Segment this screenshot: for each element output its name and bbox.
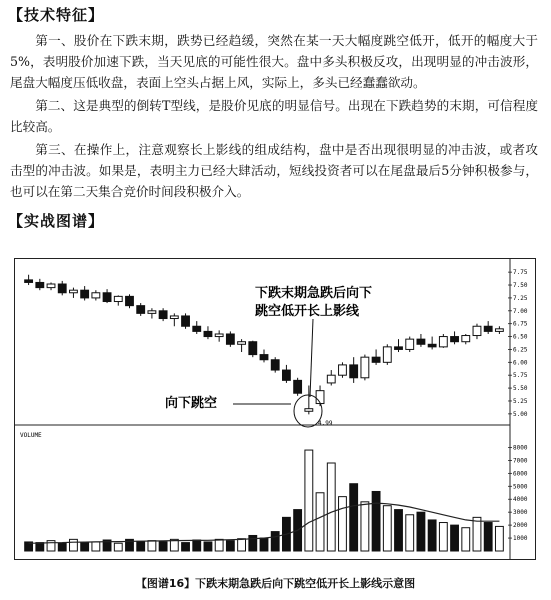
- stock-chart: [14, 258, 536, 560]
- section-title-practice: 【实战图谱】: [8, 212, 105, 230]
- candle-body: [170, 316, 178, 319]
- volume-bar: [395, 510, 403, 551]
- paragraph-1: 第一、股价在下跌末期，跌势已经趋缓，突然在某一天大幅度跳空低开，低开的幅度大于5%，表明股价加速下跌，当天见底的可能性很大。盘中多头积极反攻，出现明显的冲击波形，尾盘大幅度压低收盘，表面上空头占据上风，实际上，多头已经蠢蠢欲动。: [10, 33, 538, 90]
- volume-tick-label: 8000: [513, 444, 528, 452]
- volume-bar: [81, 543, 89, 551]
- volume-bar: [495, 526, 503, 551]
- price-tick-label: 5.25: [513, 397, 528, 405]
- annotation-gap: 向下跳空: [165, 396, 218, 411]
- volume-bar: [148, 541, 156, 551]
- volume-tick-label: 4000: [513, 496, 528, 504]
- annotation-top-line1: 下跌末期急跌后向下: [255, 286, 373, 301]
- price-tick-label: 7.75: [513, 269, 528, 277]
- volume-bar: [451, 525, 459, 551]
- candle-body: [126, 296, 134, 305]
- volume-bar: [204, 542, 212, 551]
- candle-body: [282, 370, 290, 380]
- volume-bar: [327, 463, 335, 551]
- candle-body: [159, 311, 167, 319]
- candle-body: [495, 329, 503, 332]
- price-tick-label: 6.75: [513, 320, 528, 328]
- section-title-technical: 【技术特征】: [8, 6, 105, 24]
- candle-body: [339, 365, 347, 375]
- volume-bar: [372, 491, 380, 551]
- candle-body: [462, 336, 470, 342]
- candle-body: [137, 306, 145, 314]
- candle-body: [271, 360, 279, 370]
- candle-body: [439, 337, 447, 347]
- volume-tick-label: 3000: [513, 509, 528, 517]
- volume-tick-label: 1000: [513, 535, 528, 543]
- volume-bar: [305, 450, 313, 551]
- candle-body: [473, 326, 481, 335]
- volume-bar: [137, 541, 145, 551]
- price-tick-label: 7.00: [513, 307, 528, 315]
- volume-bar: [406, 515, 414, 551]
- candle-body: [305, 409, 313, 412]
- volume-bar: [473, 517, 481, 551]
- price-tick-label: 7.25: [513, 294, 528, 302]
- volume-bar: [484, 523, 492, 551]
- volume-bar: [159, 542, 167, 551]
- candle-body: [484, 326, 492, 331]
- candle-body: [451, 337, 459, 342]
- candle-body: [70, 290, 78, 293]
- candle-body: [193, 326, 201, 331]
- volume-bar: [350, 484, 358, 551]
- volume-bar: [114, 543, 122, 551]
- volume-bar: [361, 502, 369, 551]
- volume-bar: [36, 543, 44, 551]
- volume-bar: [70, 539, 78, 551]
- volume-bar: [428, 520, 436, 551]
- volume-bar: [462, 528, 470, 551]
- price-tick-label: 5.00: [513, 410, 528, 418]
- volume-tick-label: 5000: [513, 483, 528, 491]
- volume-tick-label: 2000: [513, 522, 528, 530]
- candle-body: [114, 296, 122, 301]
- candle-body: [47, 284, 55, 288]
- low-price-label: 4.99: [318, 420, 333, 427]
- candle-body: [417, 339, 425, 344]
- price-tick-label: 5.75: [513, 372, 528, 380]
- figure-caption: 【图谱16】下跌末期急跌后向下跳空低开长上影线示意图: [135, 577, 416, 590]
- candle-body: [215, 334, 223, 337]
- candle-body: [58, 284, 66, 293]
- candle-body: [395, 347, 403, 350]
- volume-bar: [439, 523, 447, 551]
- candle-body: [238, 342, 246, 345]
- annotation-top-line2: 跳空低开长上影线: [255, 304, 360, 319]
- volume-bar: [182, 543, 190, 551]
- price-tick-label: 6.50: [513, 333, 528, 341]
- volume-tick-label: 6000: [513, 470, 528, 478]
- volume-bar: [226, 541, 234, 551]
- volume-label: VOLUME: [20, 432, 42, 439]
- candle-body: [350, 365, 358, 378]
- candle-body: [92, 293, 100, 298]
- candle-body: [428, 344, 436, 347]
- price-tick-label: 6.25: [513, 346, 528, 354]
- candle-body: [249, 342, 257, 355]
- candle-body: [36, 282, 44, 287]
- paragraph-2: 第二、这是典型的倒转T型线，是股价见底的明显信号。出现在下跌趋势的末期，可信程度比较高。: [10, 98, 538, 134]
- candle-body: [182, 316, 190, 326]
- candlestick-chart-svg: [15, 259, 535, 559]
- candle-body: [294, 380, 302, 393]
- volume-bar: [383, 506, 391, 551]
- candle-body: [81, 290, 89, 298]
- candle-body: [406, 339, 414, 349]
- volume-bar: [249, 535, 257, 551]
- candle-body: [316, 391, 324, 404]
- candle-body: [361, 357, 369, 378]
- volume-bar: [193, 540, 201, 551]
- candle-body: [148, 311, 156, 314]
- candle-body: [383, 347, 391, 362]
- volume-bar: [58, 543, 66, 551]
- price-tick-label: 6.00: [513, 359, 528, 367]
- candle-body: [260, 355, 268, 360]
- candle-body: [372, 357, 380, 362]
- candle-body: [103, 293, 111, 302]
- candle-body: [327, 375, 335, 383]
- candle-body: [204, 331, 212, 336]
- volume-bar: [215, 539, 223, 551]
- candle-body: [226, 334, 234, 344]
- annotation-pointer-line: [310, 319, 313, 397]
- candle-body: [25, 280, 33, 283]
- volume-bar: [417, 512, 425, 551]
- paragraph-3: 第三、在操作上，注意观察长上影线的组成结构，盘中是否出现很明显的冲击波，或者攻击型的冲击波。如果是，表明主力已经大肆活动，短线投资者可以在尾盘最后5分钟积极参与，也可以在第二天集合竞价时间段积极介入。: [10, 142, 538, 199]
- volume-bar: [316, 493, 324, 551]
- volume-bar: [92, 542, 100, 551]
- volume-bar: [271, 532, 279, 551]
- volume-bar: [260, 538, 268, 551]
- volume-bar: [339, 497, 347, 551]
- price-tick-label: 7.50: [513, 282, 528, 290]
- volume-bar: [238, 539, 246, 551]
- price-tick-label: 5.50: [513, 385, 528, 393]
- volume-tick-label: 7000: [513, 457, 528, 465]
